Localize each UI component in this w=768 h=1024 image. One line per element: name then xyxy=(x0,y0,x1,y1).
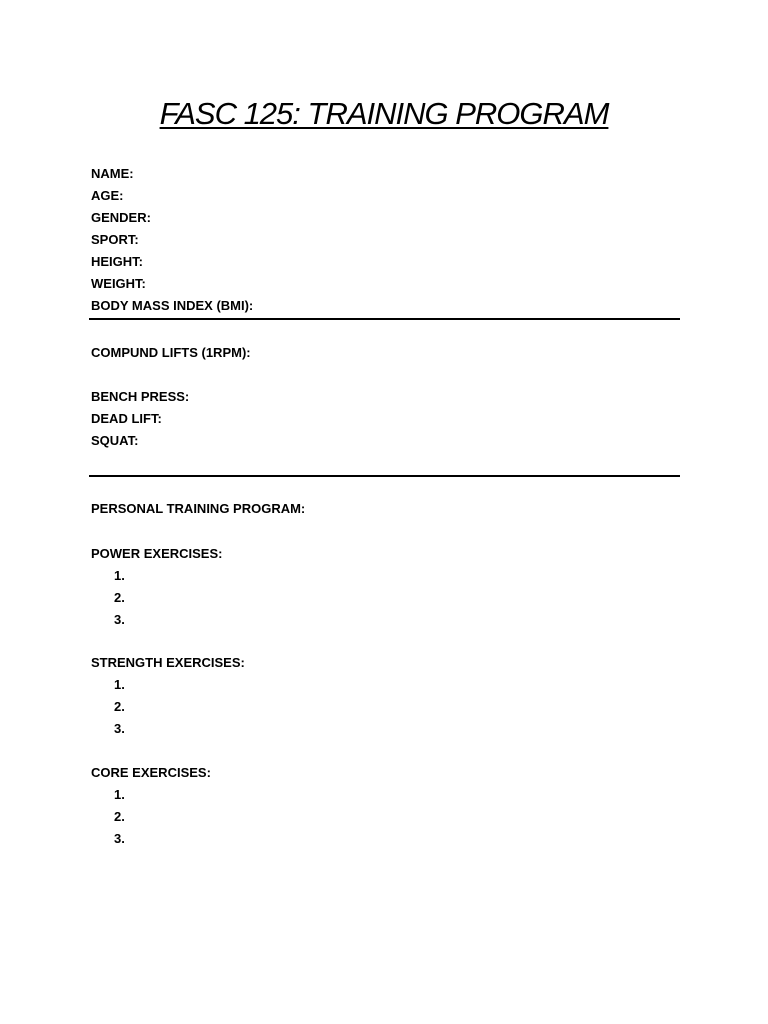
list-item: 3. xyxy=(114,612,125,627)
sport-field-label: SPORT: xyxy=(91,232,139,247)
strength-exercises-heading: STRENGTH EXERCISES: xyxy=(91,655,245,670)
squat-label: SQUAT: xyxy=(91,433,139,448)
training-program-heading: PERSONAL TRAINING PROGRAM: xyxy=(91,501,306,516)
core-exercises-heading: CORE EXERCISES: xyxy=(91,765,211,780)
gender-field-label: GENDER: xyxy=(91,210,151,225)
list-item: 2. xyxy=(114,809,125,824)
list-item: 3. xyxy=(114,721,125,736)
bench-press-label: BENCH PRESS: xyxy=(91,389,190,404)
list-item: 2. xyxy=(114,590,125,605)
list-item: 1. xyxy=(114,568,125,583)
name-field-label: NAME: xyxy=(91,166,134,181)
divider xyxy=(89,475,680,477)
list-item: 1. xyxy=(114,787,125,802)
bmi-field-label: BODY MASS INDEX (BMI): xyxy=(91,298,254,313)
compound-lifts-heading: COMPUND LIFTS (1RPM): xyxy=(91,345,251,360)
list-item: 2. xyxy=(114,699,125,714)
divider xyxy=(89,318,680,320)
page-title: FASC 125: TRAINING PROGRAM xyxy=(159,96,609,131)
height-field-label: HEIGHT: xyxy=(91,254,143,269)
power-exercises-heading: POWER EXERCISES: xyxy=(91,546,223,561)
list-item: 3. xyxy=(114,831,125,846)
list-item: 1. xyxy=(114,677,125,692)
weight-field-label: WEIGHT: xyxy=(91,276,146,291)
age-field-label: AGE: xyxy=(91,188,124,203)
dead-lift-label: DEAD LIFT: xyxy=(91,411,162,426)
